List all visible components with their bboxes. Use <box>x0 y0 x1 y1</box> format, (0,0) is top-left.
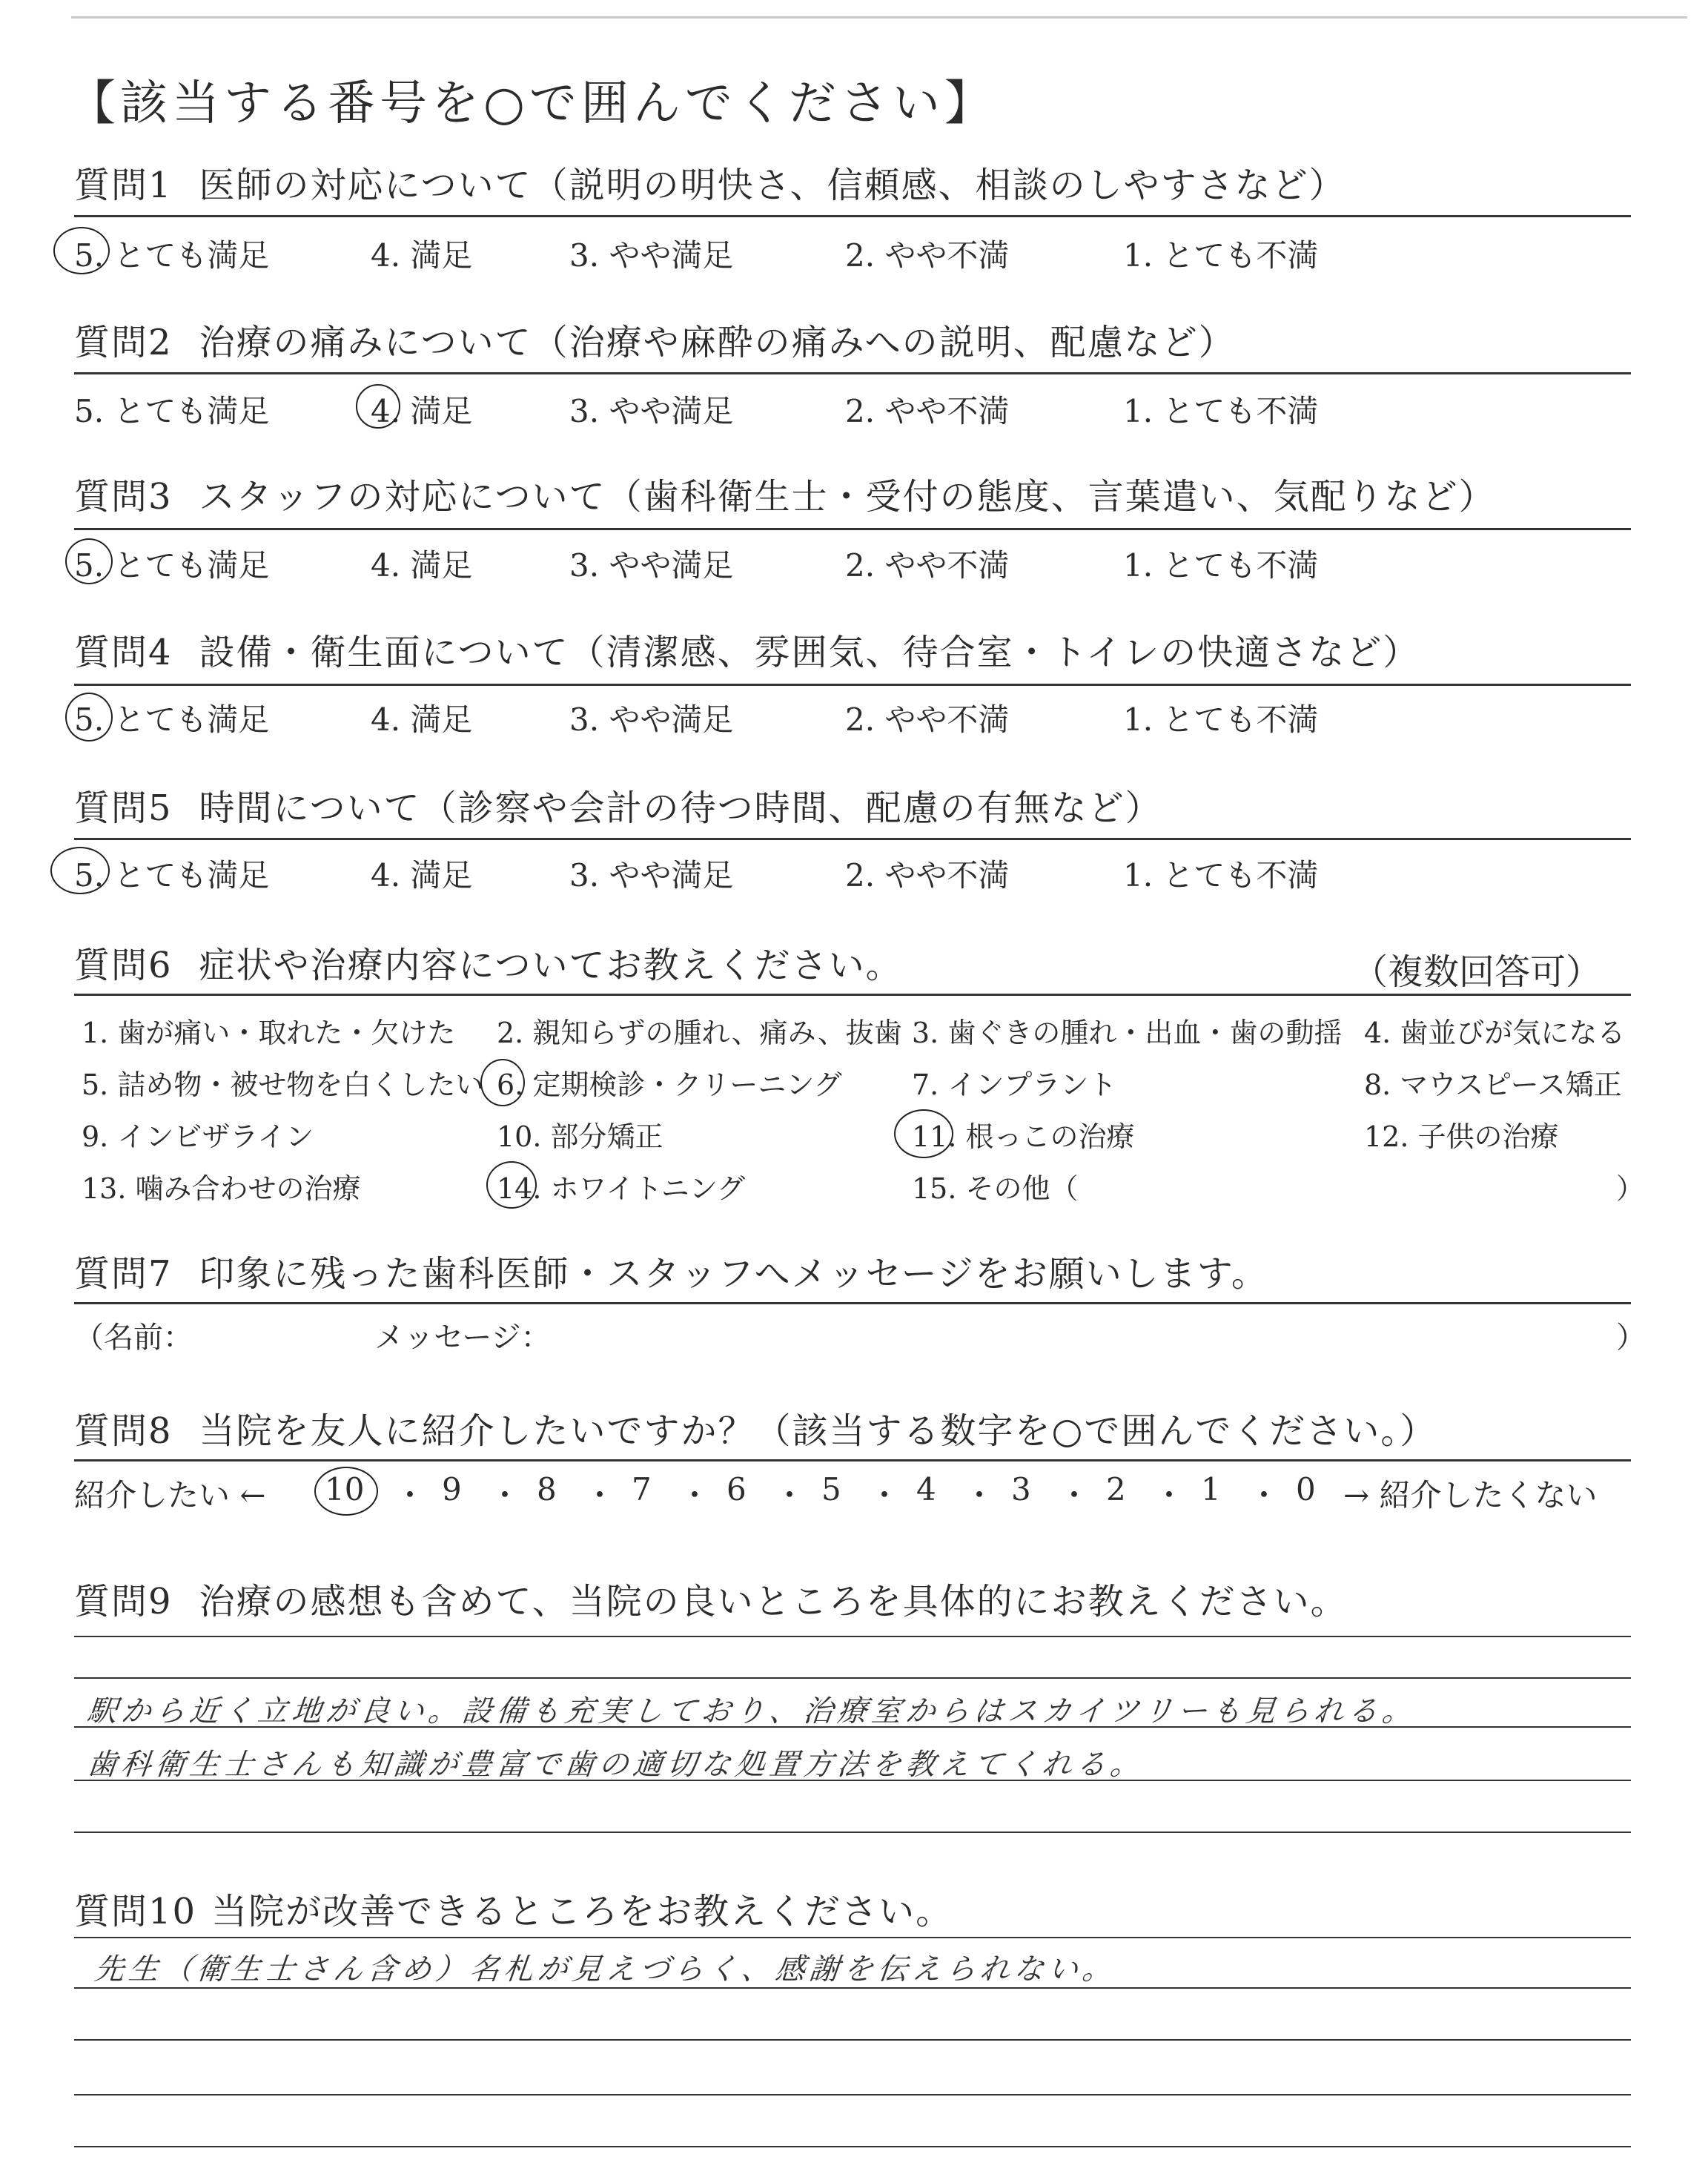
scale-dot: ・ <box>1153 1477 1185 1513</box>
handwritten-answer-line: 歯科衛生士さんも知識が豊富で歯の適切な処置方法を教えてくれる。 <box>85 1748 1147 1782</box>
option-2[interactable]: 2. やや不満 <box>845 857 1010 894</box>
question-8-title <box>74 1409 1631 1453</box>
question-number: 質問3 <box>74 476 173 518</box>
question-text: 治療の痛みについて（治療や麻酔の痛みへの説明、配慮など） <box>199 322 1236 363</box>
option-3[interactable]: 3. やや満足 <box>569 857 734 894</box>
selection-circle <box>50 847 110 894</box>
rating-options <box>74 541 1631 586</box>
selection-circle <box>356 384 400 429</box>
answer-line <box>74 2094 1631 2095</box>
scale-dot: ・ <box>869 1477 901 1513</box>
scale-left-label: 紹介したい ← <box>74 1477 266 1513</box>
scale-4[interactable]: 4 <box>916 1471 936 1507</box>
question-text: 当院を友人に紹介したいですか？（該当する数字を○で囲んでください。） <box>199 1410 1437 1452</box>
q6-option-13[interactable]: 13. 噛み合わせの治療 <box>82 1172 361 1205</box>
answer-line <box>74 1937 1631 1938</box>
scale-8[interactable]: 8 <box>537 1471 557 1507</box>
option-5[interactable]: 5. とても満足 <box>74 857 270 894</box>
scale-right-label: → 紹介したくない <box>1343 1477 1598 1513</box>
question-1-title <box>74 163 1631 208</box>
option-5[interactable]: 5. とても満足 <box>74 547 270 584</box>
option-1[interactable]: 1. とても不満 <box>1123 701 1319 738</box>
question-text: 印象に残った歯科医師・スタッフへメッセージをお願いします。 <box>199 1253 1268 1295</box>
scale-3[interactable]: 3 <box>1011 1471 1031 1507</box>
option-1[interactable]: 1. とても不満 <box>1123 237 1319 274</box>
q6-option-2[interactable]: 2. 親知らずの腫れ、痛み、抜歯 <box>497 1017 902 1049</box>
question-number: 質問4 <box>74 632 173 673</box>
scale-5[interactable]: 5 <box>821 1471 841 1507</box>
scale-dot: ・ <box>584 1477 616 1513</box>
question-7-title <box>74 1252 1631 1296</box>
option-4[interactable]: 4. 満足 <box>371 701 473 738</box>
rating-options <box>74 851 1631 896</box>
q6-option-1[interactable]: 1. 歯が痛い・取れた・欠けた <box>82 1017 456 1049</box>
recommend-scale <box>74 1471 1631 1516</box>
option-3[interactable]: 3. やや満足 <box>569 547 734 584</box>
selection-circle <box>53 227 110 274</box>
handwritten-answer-line: 先生（衛生士さん含め）名札が見えづらく、感謝を伝えられない。 <box>93 1952 1119 1986</box>
other-close-paren: ） <box>1616 1172 1645 1205</box>
multiple-answers-note: （複数回答可） <box>1351 951 1601 993</box>
q6-option-9[interactable]: 9. インビザライン <box>82 1120 314 1153</box>
question-4-title <box>74 630 1631 675</box>
scale-2[interactable]: 2 <box>1106 1471 1126 1507</box>
option-4[interactable]: 4. 満足 <box>371 857 473 894</box>
question-text: 時間について（診察や会計の待つ時間、配慮の有無など） <box>199 787 1162 829</box>
scale-dot: ・ <box>774 1477 806 1513</box>
scale-7[interactable]: 7 <box>632 1471 652 1507</box>
rating-options <box>74 387 1631 432</box>
question-text: 設備・衛生面について（清潔感、雰囲気、待合室・トイレの快適さなど） <box>199 632 1420 673</box>
q6-option-4[interactable]: 4. 歯並びが気になる <box>1364 1017 1626 1049</box>
top-border-line <box>71 16 1687 19</box>
question-rule <box>74 1302 1631 1304</box>
question-9-title <box>74 1579 1631 1624</box>
question-number: 質問10 <box>74 1891 197 1932</box>
option-1[interactable]: 1. とても不満 <box>1123 857 1319 894</box>
scale-0[interactable]: 0 <box>1296 1471 1316 1507</box>
scale-dot: ・ <box>489 1477 521 1513</box>
q6-option-11[interactable]: 11. 根っこの治療 <box>912 1120 1135 1153</box>
answer-line <box>74 1726 1631 1728</box>
option-5[interactable]: 5. とても満足 <box>74 393 270 429</box>
question-2-title <box>74 320 1631 365</box>
selection-circle <box>480 1059 525 1106</box>
option-2[interactable]: 2. やや不満 <box>845 701 1010 738</box>
question-number: 質問1 <box>74 165 173 206</box>
q6-option-10[interactable]: 10. 部分矯正 <box>497 1120 663 1153</box>
option-4[interactable]: 4. 満足 <box>371 393 473 429</box>
scale-dot: ・ <box>964 1477 996 1513</box>
q6-option-8[interactable]: 8. マウスピース矯正 <box>1364 1069 1622 1101</box>
answer-line <box>74 1677 1631 1679</box>
option-3[interactable]: 3. やや満足 <box>569 237 734 274</box>
question-number: 質問5 <box>74 787 173 829</box>
scale-10[interactable]: 10 <box>325 1471 365 1507</box>
option-5[interactable]: 5. とても満足 <box>74 701 270 738</box>
option-4[interactable]: 4. 満足 <box>371 547 473 584</box>
selection-circle <box>65 538 113 584</box>
option-4[interactable]: 4. 満足 <box>371 237 473 274</box>
q6-option-5[interactable]: 5. 詰め物・被せ物を白くしたい <box>82 1069 484 1101</box>
message-label: メッセージ： <box>374 1321 551 1355</box>
scale-dot: ・ <box>394 1477 426 1513</box>
question-rule <box>74 994 1631 996</box>
question-rule <box>74 684 1631 686</box>
question-number: 質問6 <box>74 945 173 986</box>
handwritten-answer-line: 駅から近く立地が良い。設備も充実しており、治療室からはスカイツリーも見られる。 <box>85 1694 1418 1728</box>
question-text: スタッフの対応について（歯科衛生士・受付の態度、言葉遣い、気配りなど） <box>199 476 1496 518</box>
question-6-title <box>74 943 1631 993</box>
option-3[interactable]: 3. やや満足 <box>569 393 734 429</box>
question-rule <box>74 838 1631 840</box>
option-3[interactable]: 3. やや満足 <box>569 701 734 738</box>
question-text: 当院が改善できるところをお教えください。 <box>211 1891 953 1932</box>
q6-option-3[interactable]: 3. 歯ぐきの腫れ・出血・歯の動揺 <box>912 1017 1343 1049</box>
scale-dot: ・ <box>1248 1477 1280 1513</box>
selection-circle <box>65 693 113 742</box>
question-rule <box>74 215 1631 217</box>
question-5-title <box>74 786 1631 830</box>
option-1[interactable]: 1. とても不満 <box>1123 393 1319 429</box>
scale-9[interactable]: 9 <box>442 1471 462 1507</box>
answer-line <box>74 1636 1631 1637</box>
question-text: 医師の対応について（説明の明快さ、信頼感、相談のしやすさなど） <box>199 165 1346 206</box>
answer-line <box>74 2039 1631 2041</box>
selection-circle <box>894 1109 953 1158</box>
rating-options <box>74 696 1631 740</box>
question-3-title <box>74 475 1631 519</box>
question-number: 質問9 <box>74 1581 173 1622</box>
answer-line <box>74 1832 1631 1833</box>
question-rule <box>74 528 1631 530</box>
question-text: 治療の感想も含めて、当院の良いところを具体的にお教えください。 <box>199 1581 1348 1622</box>
answer-line <box>74 2146 1631 2147</box>
selection-circle <box>314 1467 378 1516</box>
selection-circle <box>486 1161 537 1209</box>
scale-dot: ・ <box>1059 1477 1090 1513</box>
form-header: 【該当する番号を○で囲んでください】 <box>68 76 996 131</box>
q6-option-6[interactable]: 6. 定期検診・クリーニング <box>497 1069 842 1101</box>
scale-6[interactable]: 6 <box>726 1471 747 1507</box>
scale-1[interactable]: 1 <box>1201 1471 1221 1507</box>
q6-options-grid <box>74 1010 1645 1225</box>
question-number: 質問8 <box>74 1410 173 1452</box>
message-close-paren: ） <box>1616 1321 1646 1355</box>
name-label: （名前： <box>74 1321 193 1355</box>
question-number: 質問2 <box>74 322 173 363</box>
option-2[interactable]: 2. やや不満 <box>845 547 1010 584</box>
answer-line <box>74 1780 1631 1781</box>
q6-option-15[interactable]: 15. その他（ <box>912 1172 1079 1205</box>
option-1[interactable]: 1. とても不満 <box>1123 547 1319 584</box>
scale-dot: ・ <box>679 1477 711 1513</box>
answer-line <box>74 1987 1631 1989</box>
option-2[interactable]: 2. やや不満 <box>845 393 1010 429</box>
question-rule <box>74 372 1631 374</box>
option-5[interactable]: 5. とても満足 <box>74 237 270 274</box>
q6-option-14[interactable]: 14. ホワイトニング <box>497 1172 746 1205</box>
option-2[interactable]: 2. やや不満 <box>845 237 1010 274</box>
rating-options <box>74 231 1631 276</box>
question-number: 質問7 <box>74 1253 173 1295</box>
question-text: 症状や治療内容についてお教えください。 <box>199 945 903 986</box>
q6-option-12[interactable]: 12. 子供の治療 <box>1364 1120 1559 1153</box>
q6-option-7[interactable]: 7. インプラント <box>912 1069 1117 1101</box>
question-rule <box>74 1459 1631 1462</box>
question-10-title <box>74 1889 1631 1934</box>
